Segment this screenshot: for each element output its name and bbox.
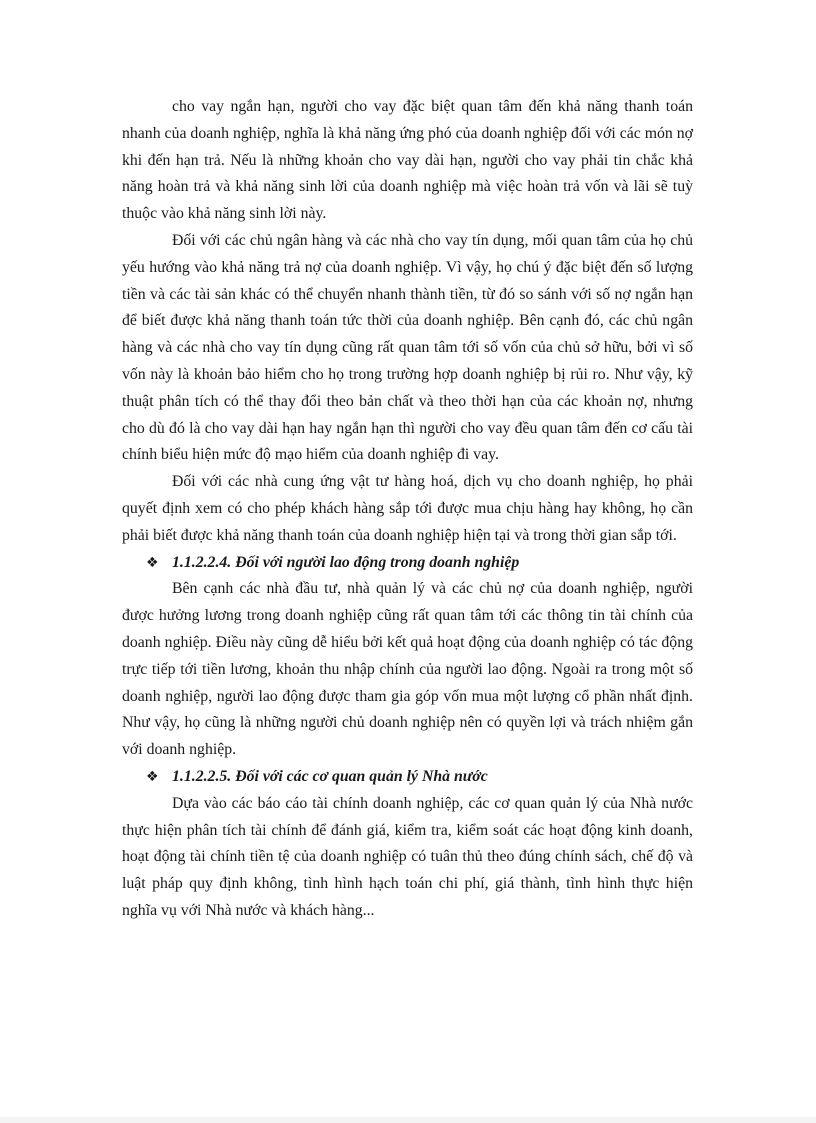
document-page <box>122 94 693 925</box>
page-bottom-edge <box>0 1117 816 1123</box>
section-heading-employees <box>122 550 693 577</box>
diamond-bullet-icon: ❖ <box>146 768 159 785</box>
section-heading-state-agencies-text: 1.1.2.2.5. Đối với các cơ quan quản lý Nhà nước <box>172 767 488 785</box>
paragraph-state-agencies: Dựa vào các báo cáo tài chính doanh nghiệp, các cơ quan quản lý của Nhà nước thực hiện phân tích tài chính để đánh giá, kiểm tra, kiểm soát các hoạt động kinh doanh, hoạt động tài chính tiền tệ của doanh nghiệp có tuân thủ theo đúng chính sách, chế độ và luật pháp quy định không, tình hình hạch toán chi phí, giá thành, tình hình thực hiện nghĩa vụ với Nhà nước và khách hàng... <box>122 794 693 919</box>
paragraph-lenders-short-term: cho vay ngắn hạn, người cho vay đặc biệt quan tâm đến khả năng thanh toán nhanh của doanh nghiệp, nghĩa là khả năng ứng phó của doanh nghiệp đối với các món nợ khi đến hạn trả. Nếu là những khoản cho vay dài hạn, người cho vay phải tin chắc khả năng hoàn trả và khả năng sinh lời của doanh nghiệp mà việc hoàn trả vốn và lãi sẽ tuỳ thuộc vào khả năng sinh lời này. <box>122 98 693 223</box>
section-heading-employees-text: 1.1.2.2.4. Đối với người lao động trong doanh nghiệp <box>172 553 520 571</box>
paragraph-banks-creditors: Đối với các chủ ngân hàng và các nhà cho vay tín dụng, mối quan tâm của họ chủ yếu hướng vào khả năng trả nợ của doanh nghiệp. Vì vậy, họ chú ý đặc biệt đến số lượng tiền và các tài sản khác có thể chuyển nhanh thành tiền, từ đó so sánh với số nợ ngắn hạn để biết được khả năng thanh toán tức thời của doanh nghiệp. Bên cạnh đó, các chủ ngân hàng và các nhà cho vay tín dụng cũng rất quan tâm tới số vốn của chủ sở hữu, bởi vì số vốn này là khoản bảo hiểm cho họ trong trường hợp doanh nghiệp bị rủi ro. Như vậy, kỹ thuật phân tích có thể thay đổi theo bản chất và theo thời hạn của các khoản nợ, nhưng cho dù đó là cho vay dài hạn hay ngắn hạn thì người cho vay đều quan tâm đến cơ cấu tài chính biểu hiện mức độ mạo hiểm của doanh nghiệp đi vay. <box>122 231 693 464</box>
diamond-bullet-icon: ❖ <box>146 554 159 571</box>
paragraph-employees: Bên cạnh các nhà đầu tư, nhà quản lý và các chủ nợ của doanh nghiệp, người được hưởng lương trong doanh nghiệp cũng rất quan tâm tới các thông tin tài chính của doanh nghiệp. Điều này cũng dễ hiểu bởi kết quả hoạt động của doanh nghiệp có tác động trực tiếp tới tiền lương, khoản thu nhập chính của người lao động. Ngoài ra trong một số doanh nghiệp, người lao động được tham gia góp vốn mua một lượng cổ phần nhất định. Như vậy, họ cũng là những người chủ doanh nghiệp nên có quyền lợi và trách nhiệm gắn với doanh nghiệp. <box>122 580 693 759</box>
section-heading-state-agencies <box>122 764 693 791</box>
paragraph-suppliers: Đối với các nhà cung ứng vật tư hàng hoá, dịch vụ cho doanh nghiệp, họ phải quyết định xem có cho phép khách hàng sắp tới được mua chịu hàng hay không, họ cần phải biết được khả năng thanh toán của doanh nghiệp hiện tại và trong thời gian sắp tới. <box>122 473 693 544</box>
